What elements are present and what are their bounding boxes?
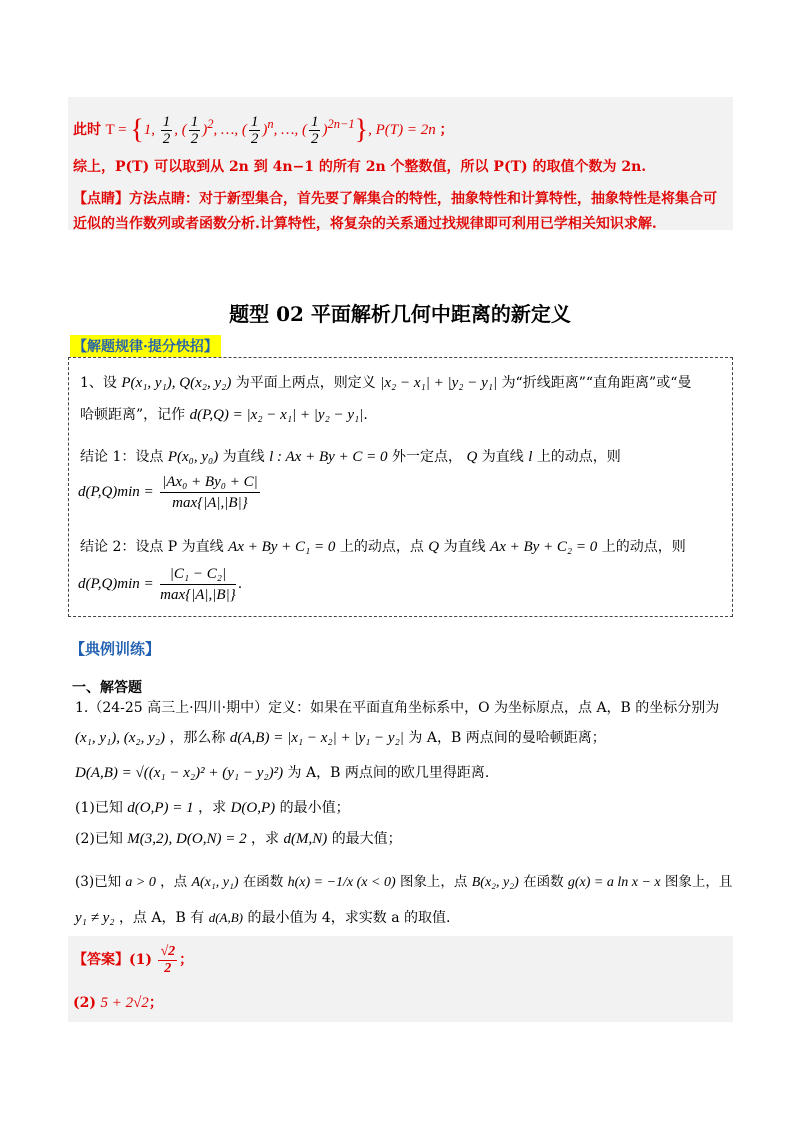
solution-line-2: 综上，P(T) 可以取到从 2n 到 4n−1 的所有 2n 个整数值，所以 P(T) 的取值个数为 2n. xyxy=(73,159,647,175)
answer-1-denominator: 2 xyxy=(164,960,172,976)
rule-text: 结论 2：设点 P 为直线 xyxy=(80,539,224,555)
answer-2-end: ； xyxy=(148,995,163,1011)
formula-fraction xyxy=(160,472,260,513)
rule-text: . xyxy=(363,407,368,423)
q-text: 为 A，B 两点间的欧几里得距离. xyxy=(287,765,490,781)
line-2-equation: Ax + By + C₂ = 0 xyxy=(490,539,598,555)
formula-numerator: |C₁ − C₂| xyxy=(160,564,236,585)
points-xy: (x₁, y₁), (x₂, y₂) xyxy=(75,730,165,746)
question-1-part-3-line-2 xyxy=(75,907,800,927)
question-1-part-2 xyxy=(75,828,800,848)
rule-text: 外一定点， xyxy=(391,449,462,465)
rule-text: 哈顿距离”，记作 xyxy=(80,407,186,423)
formula-lhs: d(P,Q)min = xyxy=(78,576,154,592)
q-expr: d(M,N) xyxy=(283,831,328,847)
q-text: ，求 xyxy=(198,800,227,816)
euclid-def: D(A,B) = √((x₁ − x₂)² + (y₁ − y₂)²) xyxy=(75,765,284,781)
section-title: 题型 02 平面解析几何中距离的新定义 xyxy=(229,302,571,326)
line-1-equation: Ax + By + C₁ = 0 xyxy=(228,539,336,555)
rule-tag: 【解题规律·提分快招】 xyxy=(70,335,221,357)
solution-line-1 xyxy=(73,106,800,148)
q-text: 在函数 xyxy=(242,874,284,890)
conclusion-2-line xyxy=(80,536,800,556)
rule-text: 为“折线距离”“直角距离”或“曼 xyxy=(501,375,692,391)
function-g: g(x) = a ln x − x xyxy=(567,875,661,890)
q-text: 的最大值； xyxy=(331,831,402,847)
answer-1-numerator: √2 xyxy=(160,943,176,959)
conclusion-1-line xyxy=(80,446,800,466)
formula-denominator: max{|A|,|B|} xyxy=(160,586,236,603)
point-q: Q xyxy=(466,449,478,465)
examples-tag: 【典例训练】 xyxy=(70,640,161,658)
q-text: 图象上，且 xyxy=(664,874,733,890)
q-expr: A(x₁, y₁) xyxy=(191,875,239,890)
q-text: 在函数 xyxy=(523,874,564,890)
answer-2-label: (2) xyxy=(73,995,96,1011)
q-text: 为 A，B 两点间的曼哈顿距离； xyxy=(408,730,606,746)
function-h: h(x) = −1/x (x < 0) xyxy=(287,875,396,890)
text-prefix: 此时 xyxy=(73,122,101,138)
conclusion-2-formula xyxy=(78,562,800,606)
rule-line-1 xyxy=(80,372,800,392)
answer-2-value: 5 + 2√2 xyxy=(100,995,149,1011)
answer-line-1 xyxy=(73,940,800,980)
tip-label: 【点睛】 xyxy=(73,191,129,207)
q-text: (3)已知 xyxy=(75,874,122,890)
conclusion-1-formula xyxy=(78,470,800,514)
q-text: (1)已知 xyxy=(75,800,123,816)
manhattan-formula: d(P,Q) = |x₂ − x₁| + |y₂ − y₁| xyxy=(189,407,364,423)
question-1-line-3 xyxy=(75,762,800,782)
rule-expr: |x₂ − x₁| + |y₂ − y₁| xyxy=(380,375,498,391)
q-expr: D(O,P) xyxy=(230,800,276,816)
rule-text: 结论 1：设点 xyxy=(80,449,164,465)
q-text: ，那么称 xyxy=(169,730,226,746)
formula-numerator: |Ax₀ + By₀ + C| xyxy=(160,472,260,493)
set-expression: T = {1, $\frac{1}{2}$ , ( $\frac{1}{2}$ )$^2$, …, ( $\frac{1}{2}$ )$^n$, …, ( $\frac{1}{2}$ )$^{2n-1}$}, P(T) = 2n xyxy=(105,114,440,148)
question-1-part-1 xyxy=(75,797,800,817)
q-expr: B(x₂, y₂) xyxy=(471,875,519,890)
set-expression-source xyxy=(0,0,1,1)
q-expr: a > 0 xyxy=(125,875,156,890)
line-l-equation: l : Ax + By + C = 0 xyxy=(269,449,388,465)
formula-lhs: d(P,Q)min = xyxy=(78,484,154,500)
rule-text: 为直线 xyxy=(443,539,486,555)
q-expr: d(A,B) xyxy=(208,910,243,925)
answer-1-end: ； xyxy=(179,952,194,968)
formula-denominator: max{|A|,|B|} xyxy=(172,494,248,511)
line-l: l xyxy=(528,449,533,465)
tip-line-1 xyxy=(73,188,800,208)
q-expr: M(3,2), D(O,N) = 2 xyxy=(127,831,247,847)
question-heading: 一、解答题 xyxy=(72,680,142,696)
q-text: ，求 xyxy=(251,831,280,847)
q-text: 的最小值为 4，求实数 a 的取值. xyxy=(247,910,451,926)
rule-text: 上的动点，点 xyxy=(339,539,424,555)
q-expr: y₁ ≠ y₂ xyxy=(75,910,115,926)
rule-text: 为平面上两点，则定义 xyxy=(235,375,376,391)
answer-1-label: (1) xyxy=(129,952,152,968)
question-1-line-2 xyxy=(75,727,800,747)
rule-text: 1、设 xyxy=(80,375,117,391)
question-1-line-1: 1.（24-25 高三上·四川·期中）定义：如果在平面直角坐标系中，O 为坐标原点，点 A，B 的坐标分别为 xyxy=(75,700,720,716)
answer-1-fraction xyxy=(158,944,177,977)
rule-text: . xyxy=(237,576,243,592)
q-expr: d(O,P) = 1 xyxy=(127,800,194,816)
answer-line-2 xyxy=(73,992,800,1012)
formula-fraction xyxy=(160,564,236,605)
rule-points: P(x₁, y₁), Q(x₂, y₂) xyxy=(121,375,232,391)
q-text: ，点 A，B 有 xyxy=(118,910,205,926)
answer-label: 【答案】 xyxy=(73,952,129,968)
q-text: 的最小值； xyxy=(279,800,350,816)
question-1-part-3 xyxy=(75,870,800,891)
q-text: (2)已知 xyxy=(75,831,123,847)
manhattan-def: d(A,B) = |x₁ − x₂| + |y₁ − y₂| xyxy=(229,730,404,746)
q-text: 图象上，点 xyxy=(399,874,468,890)
rule-text: 上的动点，则 xyxy=(536,449,621,465)
rule-text: 上的动点，则 xyxy=(601,539,686,555)
tip-text-1: 方法点睛：对于新型集合，首先要了解集合的特性，抽象特性和计算特性，抽象特性是将集合可 xyxy=(129,191,717,207)
q-text: ，点 xyxy=(160,874,188,890)
rule-line-2 xyxy=(80,404,800,424)
rule-text: 为直线 xyxy=(481,449,524,465)
point-q: Q xyxy=(428,539,440,555)
rule-text: 为直线 xyxy=(222,449,265,465)
text-suffix: ； xyxy=(439,122,454,138)
point-p0: P(x₀, y₀) xyxy=(167,449,219,465)
tip-line-2: 近似的当作数列或者函数分析.计算特性，将复杂的关系通过找规律即可利用已学相关知识求解. xyxy=(73,216,657,232)
